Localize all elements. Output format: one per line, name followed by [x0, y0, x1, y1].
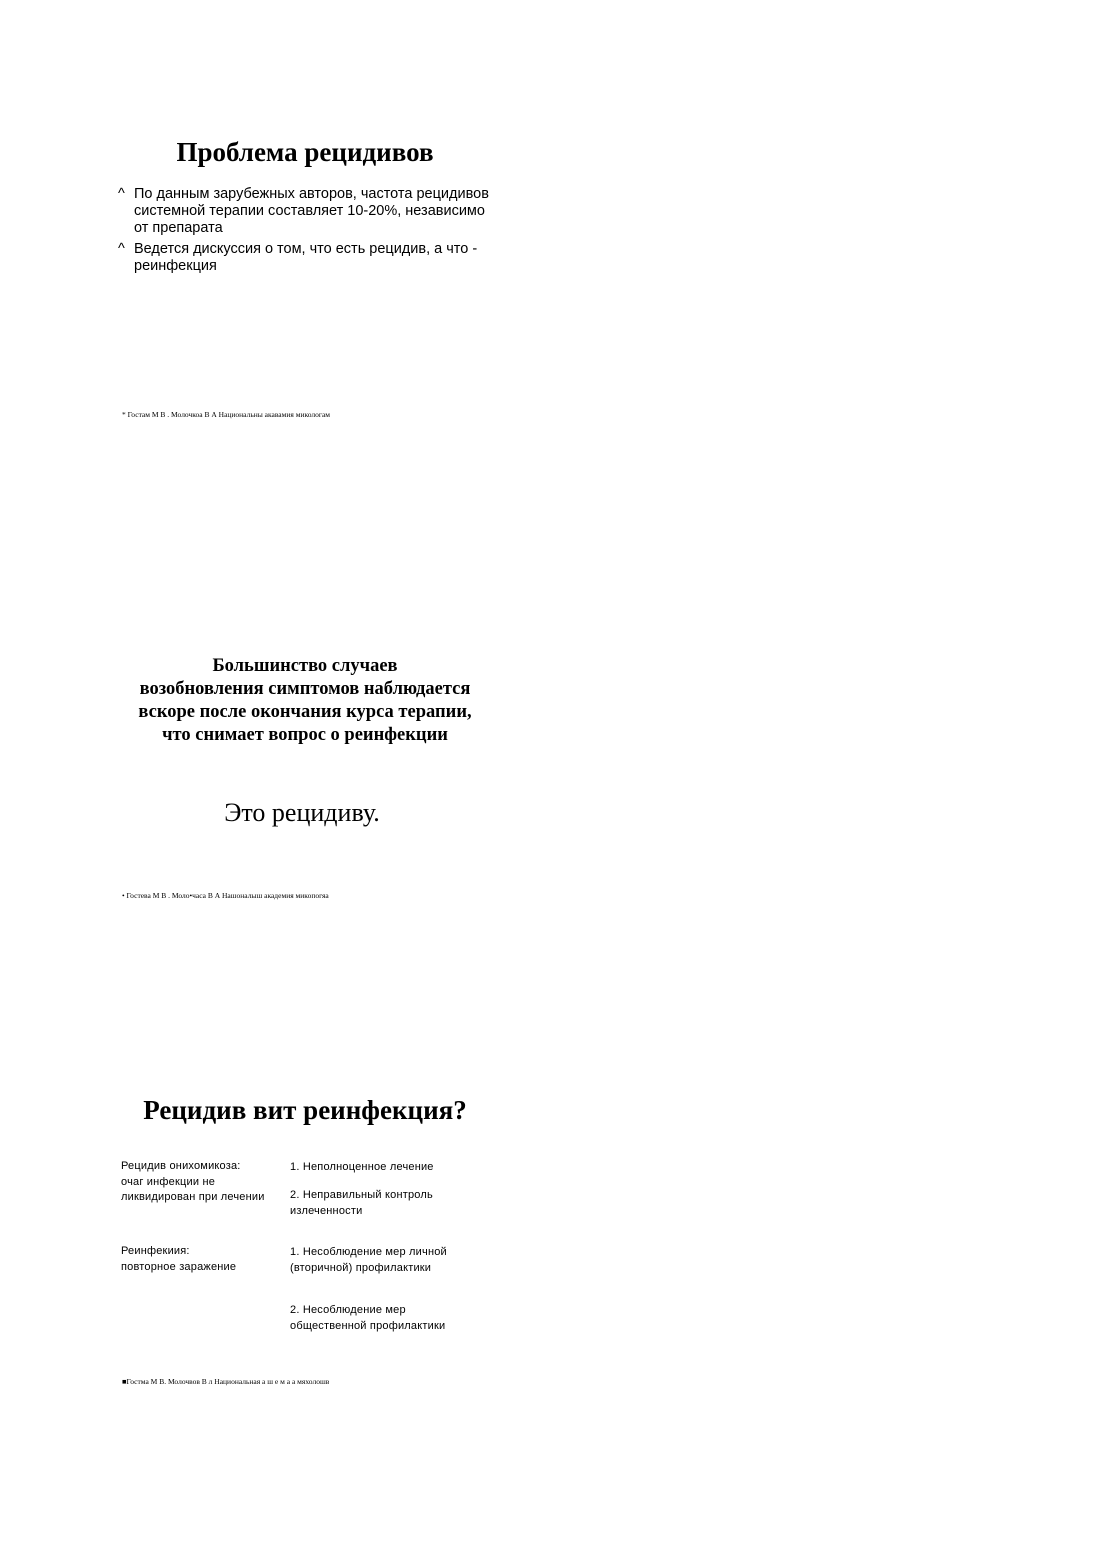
slide1-title: Проблема рецидивов: [176, 137, 434, 167]
cell-line: 2. Несоблюдение мер: [290, 1304, 406, 1316]
slide2-heading-line: вскоре после окончания курса терапии,: [138, 702, 472, 722]
slide1-bullet-2-text: Ведется дискуссия о том, что есть рецидив, а что - реинфекция: [134, 241, 478, 274]
slide2-heading-line: Большинство случаев: [212, 656, 398, 676]
slide3-right-cell-4: [290, 1303, 490, 1334]
caret-bullet-icon: ^: [118, 241, 125, 257]
cell-line: повторное заражение: [121, 1260, 237, 1273]
cell-line: Рецидив онихомикоза:: [121, 1160, 241, 1172]
slide3-left-cell-reinfection: [121, 1244, 281, 1275]
slide3-right-cell-2: [290, 1188, 490, 1219]
slide3-right-cell-1: [290, 1160, 490, 1176]
slide2-heading: [110, 655, 500, 747]
cell-line: 2. Неправильный контроль: [290, 1189, 433, 1201]
slide1-footnote: * Гостам М В . Молочкоа В А Национальны акавамия микологам: [122, 410, 331, 419]
slide2-heading-line: возобновления симптомов наблюдается: [139, 679, 471, 699]
cell-line: ликвидирован при лечении: [121, 1191, 265, 1203]
slide2-heading-line: что снимает вопрос о реинфекции: [162, 725, 448, 745]
caret-bullet-icon: ^: [118, 186, 125, 202]
slide2-footnote: • Гостева М В . Моло•часа В А Нашоналыш академия микопогяа: [122, 891, 329, 900]
cell-line: (вторичной) профилактики: [290, 1261, 432, 1274]
slide3-title: Рецидив вит реинфекция?: [143, 1095, 467, 1125]
slide1-bullet-2: [118, 241, 498, 275]
slide1-bullet-1: [118, 186, 498, 237]
cell-line: очаг инфекции не: [121, 1175, 216, 1188]
slide3-right-cell-3: [290, 1245, 490, 1276]
cell-line: излеченности: [290, 1204, 363, 1217]
cell-line: общественной профилактики: [290, 1319, 446, 1332]
cell-line: 1. Неполноценное лечение: [290, 1161, 434, 1173]
slide1-bullet-1-text: По данным зарубежных авторов, частота рецидивов системной терапии составляет 10-20%, независимо от препарата: [134, 186, 489, 236]
cell-line: 1. Несоблюдение мер личной: [290, 1246, 447, 1258]
cell-line: Реинфекиия:: [121, 1245, 190, 1257]
slide3-footnote: ■Гостма М В. Молочвов В л Национальная а ш е м а а мяхолошв: [122, 1377, 330, 1386]
slide2-subtext: Это рецидиву.: [224, 798, 380, 827]
slide3-left-cell-relapse: [121, 1159, 281, 1206]
